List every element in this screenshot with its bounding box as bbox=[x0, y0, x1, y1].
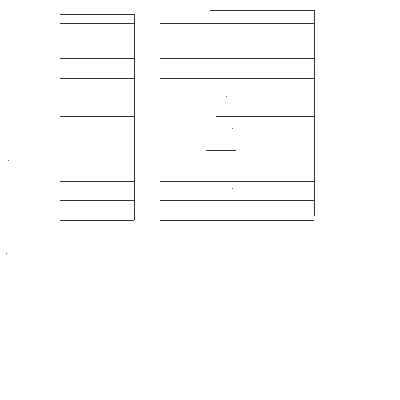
section-divider-1-mid bbox=[160, 58, 314, 59]
scan-speck bbox=[232, 128, 233, 129]
scan-speck bbox=[6, 253, 7, 254]
section-divider-3-mid bbox=[216, 116, 314, 117]
section-divider-5-mid bbox=[160, 181, 314, 182]
section-divider-1 bbox=[60, 58, 134, 59]
section-divider-6 bbox=[60, 200, 134, 201]
left-column-divider bbox=[134, 14, 135, 220]
header-rule-mid bbox=[160, 23, 314, 24]
scan-speck bbox=[8, 160, 9, 161]
bottom-rule bbox=[60, 220, 134, 221]
section-divider-5 bbox=[60, 181, 134, 182]
section-divider-2-mid bbox=[160, 78, 314, 79]
section-divider-2 bbox=[60, 78, 134, 79]
section-divider-3 bbox=[60, 116, 134, 117]
top-rule-right bbox=[210, 10, 314, 11]
scanned-document-table bbox=[56, 8, 318, 223]
section-divider-6-mid bbox=[160, 200, 314, 201]
scan-speck bbox=[232, 188, 233, 189]
scan-speck bbox=[226, 96, 227, 97]
right-border bbox=[314, 10, 315, 216]
section-divider-4 bbox=[206, 150, 236, 151]
bottom-rule-mid bbox=[160, 220, 314, 221]
header-rule-left bbox=[60, 23, 134, 24]
top-rule-left bbox=[60, 14, 134, 15]
